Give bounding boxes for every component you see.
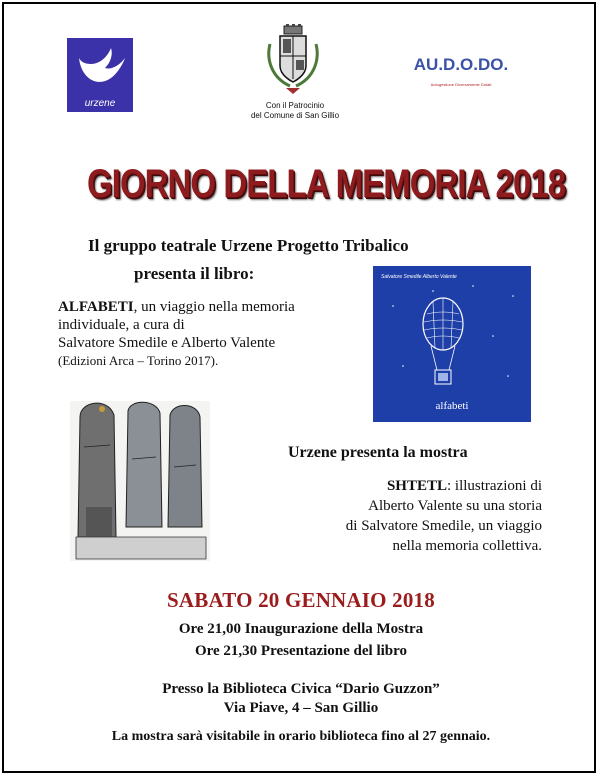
artwork-illustration: [56, 387, 226, 575]
exhibition-line-2: Alberto Valente su una storia: [368, 498, 542, 514]
event-date: SABATO 20 GENNAIO 2018: [167, 588, 435, 612]
book-desc-line-2: individuale, a cura di: [58, 317, 185, 333]
intro-line-2: presenta il libro:: [134, 264, 255, 283]
exhibition-line-4: nella memoria collettiva.: [392, 538, 542, 554]
book-cover-image: [373, 266, 531, 422]
footer-note: La mostra sarà visitabile in orario biblioteca fino al 27 gennaio.: [111, 729, 491, 744]
crest-icon: [262, 24, 324, 96]
book-desc-line-3: Salvatore Smedile e Alberto Valente: [58, 335, 276, 351]
patronage-text: [230, 101, 360, 121]
urzene-logo: [67, 38, 133, 112]
balloon-illustration: [373, 266, 531, 422]
exhibition-line-1: [290, 476, 542, 496]
event-time-1: Ore 21,00 Inaugurazione della Mostra: [178, 621, 424, 637]
book-description: [58, 298, 358, 370]
intro-line-1: Il gruppo teatrale Urzene Progetto Tribalico: [88, 236, 409, 255]
exhibition-name: SHTETL: [386, 478, 447, 494]
book-name: ALFABETI: [58, 299, 134, 315]
exhibition-desc-1: : illustrazioni di: [447, 478, 542, 494]
exhibition-line-3: di Salvatore Smedile, un viaggio: [345, 518, 542, 534]
patronage-line-2: del Comune di San Gillio: [250, 111, 340, 120]
comune-crest: [262, 24, 324, 96]
urzene-logo-text: urzene: [84, 98, 116, 109]
event-address: Via Piave, 4 – San Gillio: [223, 700, 379, 716]
dove-icon: [67, 38, 133, 100]
audodo-logo-text: AU.D.O.DO.: [413, 55, 509, 74]
audodo-logo: [400, 55, 522, 101]
book-publisher: (Edizioni Arca – Torino 2017).: [58, 353, 219, 368]
page-title: GIORNO DELLA MEMORIA 2018: [86, 162, 566, 206]
patronage-line-1: Con il Patrocinio: [265, 101, 325, 110]
exhibition-heading: Urzene presenta la mostra: [288, 444, 468, 461]
book-desc-line-1: [58, 298, 358, 316]
event-venue: Presso la Biblioteca Civica “Dario Guzzon”: [162, 681, 440, 697]
shtetl-artwork-image: [56, 387, 226, 575]
exhibition-description: [290, 476, 542, 556]
book-desc-1: , un viaggio nella memoria: [133, 299, 295, 315]
event-time-2: Ore 21,30 Presentazione del libro: [194, 643, 408, 659]
audodo-subtitle: Autogestione Diversamente Dotati: [430, 82, 492, 87]
book-cover-authors: Salvatore Smedile Alberto Valente: [381, 274, 457, 280]
book-cover-title: alfabeti: [435, 400, 469, 412]
